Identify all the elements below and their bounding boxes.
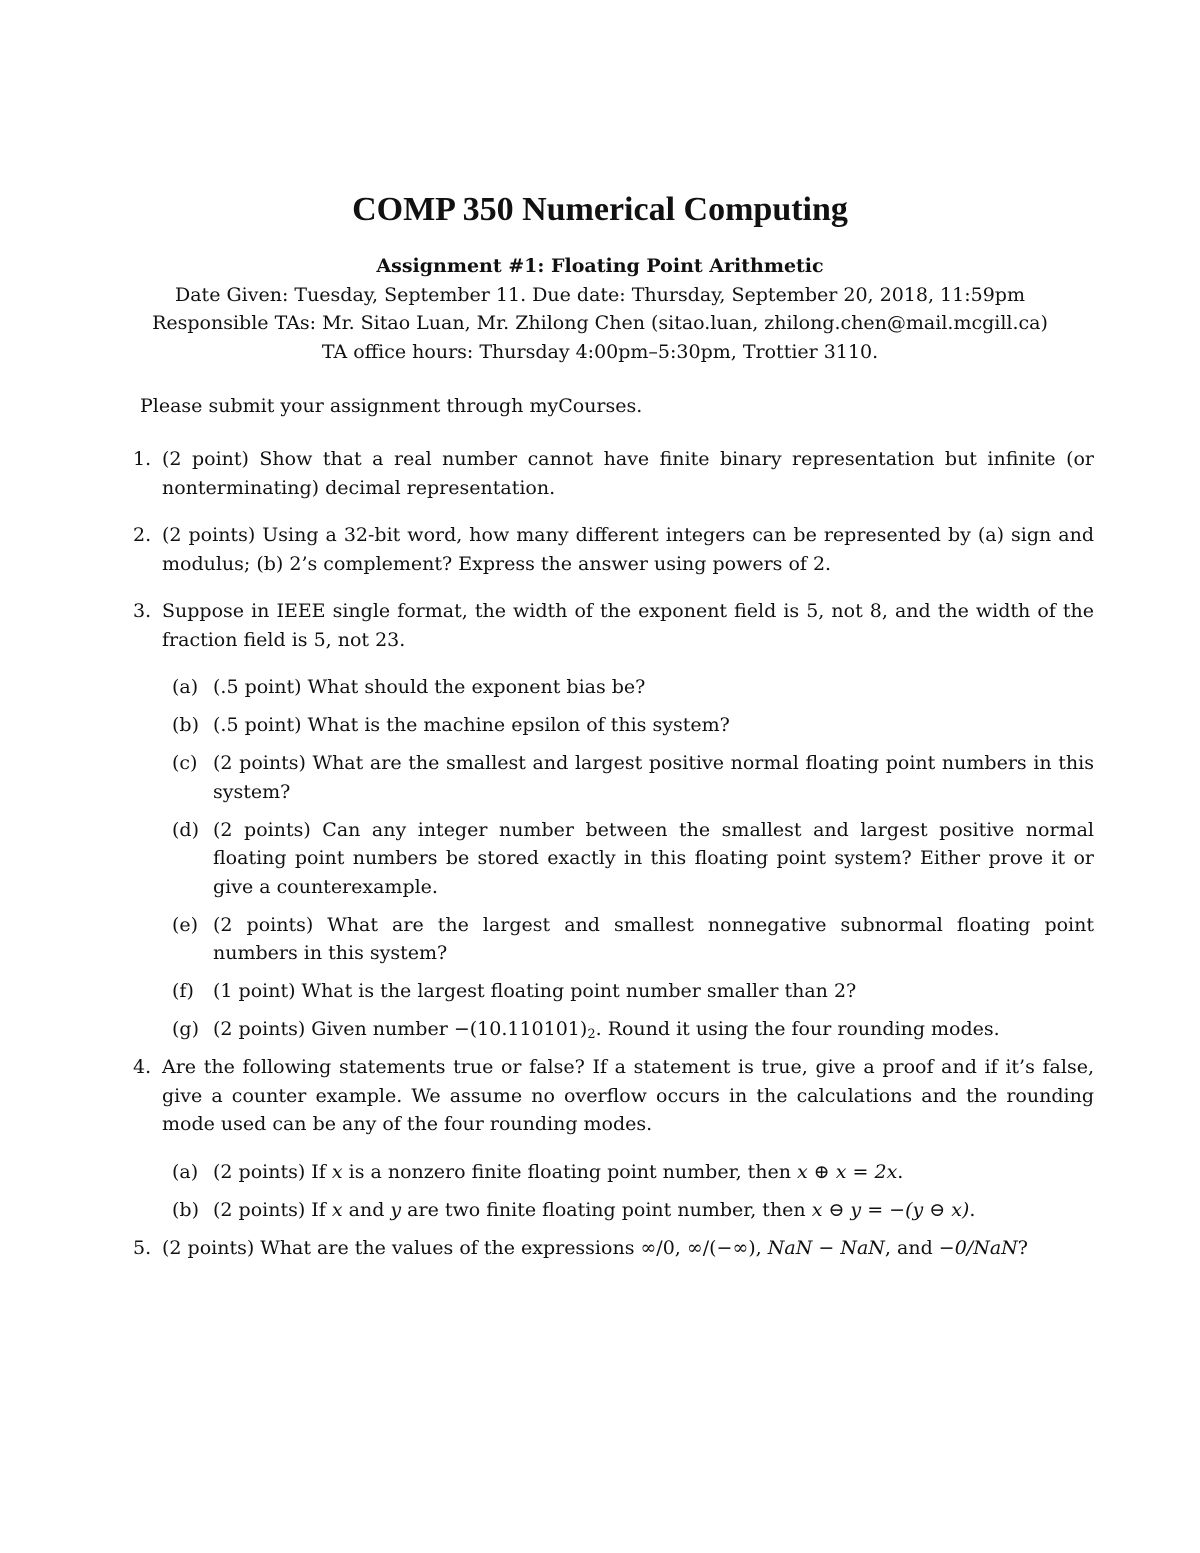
part-text-end: . <box>897 1160 904 1183</box>
part-text: (2 points) Can any integer number between the smallest and largest positive normal floating point numbers be stored exactly in this floating point system? Either prove it or give a counterexample. <box>213 818 1094 898</box>
math-expression: −0/NaN <box>938 1236 1018 1259</box>
subscript-base: 2 <box>587 1027 596 1042</box>
problem-3-parts <box>0 673 1200 1044</box>
math-expression: NaN − NaN <box>767 1236 885 1259</box>
part-text: (1 point) What is the largest floating point number smaller than 2? <box>213 980 857 1002</box>
problem-3d <box>0 816 1200 902</box>
problem-text: (2 points) Using a 32-bit word, how many different integers can be represented by (a) sign and modulus; (b) 2’s complement? Express the answer using powers of 2. <box>162 524 1094 575</box>
office-hours-line: TA office hours: Thursday 4:00pm–5:30pm, Trottier 3110. <box>321 340 879 363</box>
math-variable: x <box>331 1198 343 1221</box>
problem-4 <box>0 1053 1200 1139</box>
document-title: COMP 350 Numerical Computing <box>352 191 848 228</box>
problem-number: 1. <box>133 448 152 470</box>
problem-4-parts <box>0 1158 1200 1225</box>
part-text: are two finite floating point number, then <box>401 1198 812 1221</box>
part-text: and <box>342 1198 391 1221</box>
problem-3e <box>0 911 1200 968</box>
problem-number: 5. <box>133 1236 152 1259</box>
problem-number: 2. <box>133 524 152 546</box>
math-variable: x <box>331 1160 343 1183</box>
problem-text: Are the following statements true or false? If a statement is true, give a proof and if it’s false, give a counter example. We assume no overflow occurs in the calculations and the rounding mode used can be any of the four rounding modes. <box>162 1056 1094 1135</box>
problem-3f <box>0 977 1200 1006</box>
part-text: (.5 point) What should the exponent bias be? <box>213 676 646 698</box>
problem-4a <box>0 1158 1200 1187</box>
math-expression: ∞/0, ∞/(−∞), <box>640 1236 768 1259</box>
part-label: (a) <box>172 676 199 698</box>
math-variable: y <box>390 1198 402 1221</box>
submission-instructions: Please submit your assignment through myCourses. <box>140 395 643 417</box>
problem-list <box>0 445 1200 1262</box>
part-text: (2 points) If <box>213 1160 332 1183</box>
part-text: (.5 point) What is the machine epsilon of this system? <box>213 714 730 736</box>
assignment-header <box>0 252 1200 366</box>
problem-3g <box>0 1015 1200 1044</box>
problem-3c <box>0 749 1200 806</box>
problem-number: 4. <box>133 1056 152 1078</box>
tas-line: Responsible TAs: Mr. Sitao Luan, Mr. Zhilong Chen (sitao.luan, zhilong.chen@mail.mcgill.ca) <box>152 312 1048 334</box>
problem-3 <box>0 597 1200 654</box>
problem-text: , and <box>884 1236 939 1259</box>
problem-text: (2 point) Show that a real number cannot have finite binary representation but infinite (or nonterminating) decimal representation. <box>162 448 1094 499</box>
part-text: (2 points) What are the largest and smallest nonnegative subnormal floating point numbers in this system? <box>213 913 1094 964</box>
problem-number: 3. <box>133 600 152 622</box>
math-expression: x ⊕ x = 2x <box>797 1160 898 1183</box>
part-label: (d) <box>172 818 199 841</box>
problem-text: (2 points) What are the values of the expressions <box>162 1236 641 1259</box>
date-line: Date Given: Tuesday, September 11. Due date: Thursday, September 20, 2018, 11:59pm <box>175 283 1025 306</box>
part-label: (g) <box>172 1018 199 1040</box>
math-expression: x ⊖ y = −(y ⊖ x) <box>811 1198 970 1221</box>
part-text: (2 points) If <box>213 1198 332 1221</box>
part-text: (2 points) Given number −(10.110101) <box>213 1018 588 1040</box>
part-label: (c) <box>172 752 198 774</box>
assignment-subtitle: Assignment #1: Floating Point Arithmetic <box>376 255 824 277</box>
problem-3a <box>0 673 1200 702</box>
part-label: (f) <box>172 980 194 1002</box>
part-text: (2 points) What are the smallest and largest positive normal floating point numbers in this system? <box>213 752 1094 803</box>
problem-4b <box>0 1196 1200 1225</box>
problem-text-end: ? <box>1017 1236 1028 1259</box>
part-label: (b) <box>172 1198 199 1221</box>
problem-5 <box>0 1234 1200 1263</box>
part-label: (b) <box>172 714 199 736</box>
part-text: is a nonzero finite floating point number, then <box>342 1160 798 1183</box>
part-text-end: . <box>969 1198 976 1221</box>
problem-text: Suppose in IEEE single format, the width of the exponent field is 5, not 8, and the width of the fraction field is 5, not 23. <box>162 600 1094 651</box>
part-label: (a) <box>172 1160 199 1183</box>
problem-2 <box>0 521 1200 578</box>
part-text-end: . Round it using the four rounding modes. <box>595 1018 1000 1040</box>
problem-3b <box>0 711 1200 740</box>
problem-1 <box>0 445 1200 502</box>
part-label: (e) <box>172 913 199 936</box>
